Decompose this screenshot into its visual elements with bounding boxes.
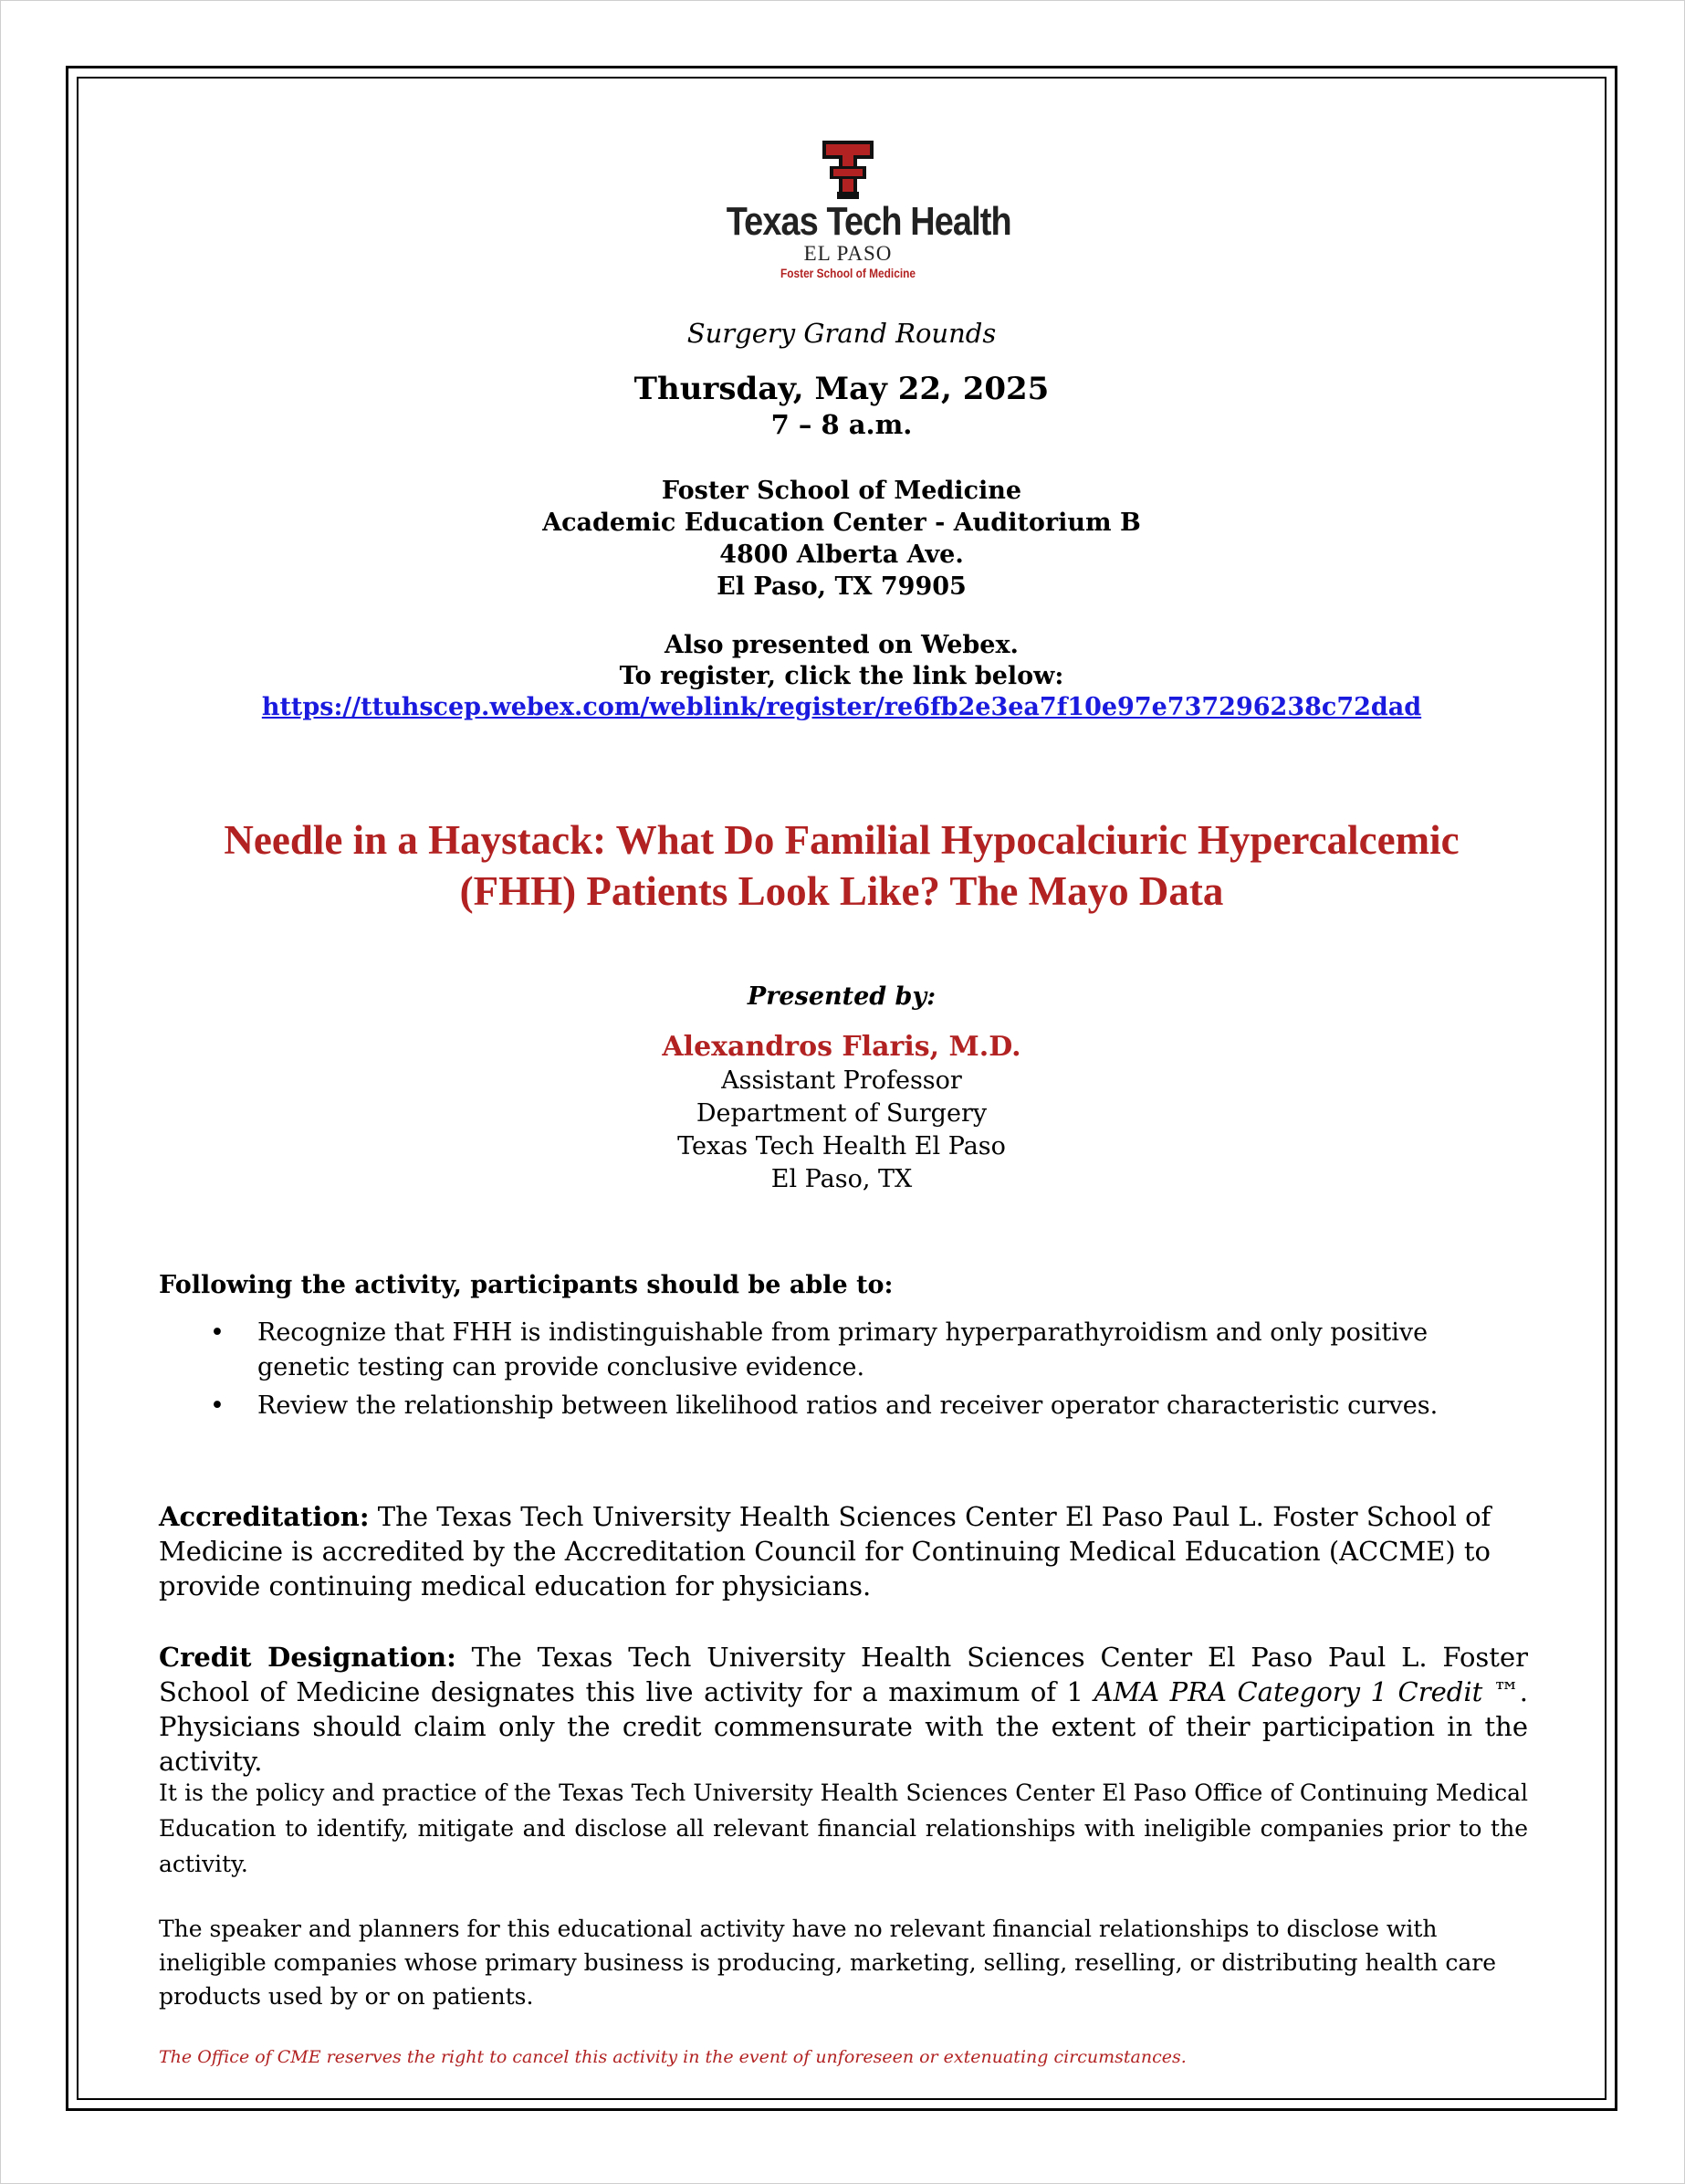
credit-text: . Physicians should claim only the credit commensurate with the extent of their participation in the activity. [159,1676,1528,1777]
event-time: 7 – 8 a.m. [770,409,913,440]
register-instruction: To register, click the link below: [619,662,1064,690]
objective-text: Recognize that FHH is indistinguishable from primary hyperparathyroidism and only positive [257,1318,1429,1347]
institution-logo [706,139,1011,394]
webex-note: Also presented on Webex. [665,631,1019,659]
cme-policy: It is the policy and practice of the Texas Tech University Health Sciences Center El Paso Office of Continuing Medical Education to identify, mitigate and disclose all relevant financial relationships with ineligible companies prior to the activity. [159,1780,1528,1877]
event-series: Surgery Grand Rounds [686,318,997,349]
logo-school: Foster School of Medicine [780,266,916,280]
register-link[interactable]: https://ttuhscep.webex.com/weblink/register/re6fb2e3ea7f10e97e737296238c72dad [261,693,1422,721]
speaker-institution: Texas Tech Health El Paso [677,1132,1006,1160]
venue-line: 4800 Alberta Ave. [719,541,964,569]
presented-by-label: Presented by: [747,982,937,1011]
objective-text: Review the relationship between likelihood ratios and receiver operator characteristic curves. [257,1391,1439,1420]
cancellation-notice: The Office of CME reserves the right to cancel this activity in the event of unforeseen or extenuating circumstances. [159,2047,1187,2067]
accreditation-statement [159,1499,1528,1603]
venue-block [77,475,1607,603]
flyer-content [77,77,1607,2100]
credit-name: AMA PRA Category 1 Credit ™ [1094,1676,1520,1707]
event-date: Thursday, May 22, 2025 [633,371,1050,407]
speaker-location: El Paso, TX [770,1165,913,1193]
objective-text: genetic testing can provide conclusive evidence. [257,1353,865,1381]
credit-text: The Texas Tech University Health Sciences Center El Paso Paul L. Foster School of Medicine designates this live activity for a maximum of 1 [159,1642,1528,1707]
objectives-heading: Following the activity, participants should be able to: [159,1271,894,1299]
speaker-department: Department of Surgery [696,1099,988,1128]
speaker-title: Assistant Professor [721,1066,962,1095]
credit-designation [159,1640,1528,1779]
talk-title [113,814,1570,917]
talk-title-line: Needle in a Haystack: What Do Familial Hypocalciuric Hypercalcemic [224,817,1460,863]
talk-title-line: (FHH) Patients Look Like? The Mayo Data [459,868,1224,914]
venue-line: Foster School of Medicine [661,477,1022,505]
bullet-icon: • [210,1318,225,1347]
objective-item [159,1389,1528,1423]
bullet-icon: • [210,1391,225,1420]
disclosure-statement: The speaker and planners for this educational activity have no relevant financial relationships to disclose with ineligible companies whose primary business is producing, marketing, selling, reselling, or distributing health care products used by or on patients. [159,1916,1496,2010]
learning-objectives [159,1271,1528,1427]
venue-line: Academic Education Center - Auditorium B [542,509,1141,537]
venue-line: El Paso, TX 79905 [717,572,967,601]
speaker-block [77,1030,1607,1196]
double-t-icon [821,139,875,201]
logo-name: Texas Tech Health [726,199,1011,244]
objectives-list [159,1316,1528,1423]
credit-label: Credit Designation: [159,1642,456,1673]
webex-block [77,630,1607,723]
logo-campus: EL PASO [803,242,893,265]
accreditation-label: Accreditation: [159,1501,370,1532]
speaker-name: Alexandros Flaris, M.D. [662,1031,1021,1063]
accreditation-text: The Texas Tech University Health Sciences Center El Paso Paul L. Foster School of Medicine is accredited by the Accreditation Council for Continuing Medical Education (ACCME) to provide continuing medical education for physicians. [159,1501,1491,1601]
objective-item [159,1316,1528,1385]
